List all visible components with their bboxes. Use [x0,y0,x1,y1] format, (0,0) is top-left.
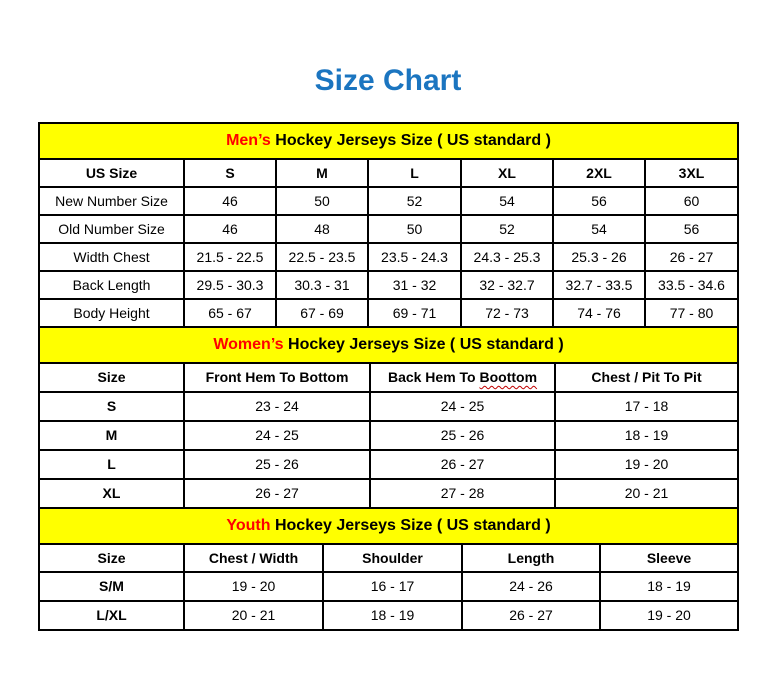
womens-title-accent: Women’s [213,335,284,353]
youth-header-row [39,544,738,572]
mens-table-title-row [39,123,738,159]
size-value: 56 [645,215,738,243]
womens-header-row [39,363,738,392]
table-row-body-height [39,299,738,327]
size-value: 24 - 25 [370,392,555,421]
mens-table-title [39,123,738,159]
table-row-new-number-size [39,187,738,215]
column-header-xl: XL [461,159,553,187]
mens-title-accent: Men’s [226,131,271,149]
row-label: M [39,421,184,450]
size-value: 18 - 19 [323,601,462,630]
womens-size-table [38,326,739,509]
size-value: 22.5 - 23.5 [276,243,368,271]
size-value: 18 - 19 [600,572,738,601]
size-value: 29.5 - 30.3 [184,271,276,299]
size-value: 20 - 21 [555,479,738,508]
back-hem-prefix: Back Hem To [387,369,480,385]
size-value: 24 - 25 [184,421,370,450]
row-label: XL [39,479,184,508]
mens-header-row [39,159,738,187]
size-value: 52 [461,215,553,243]
size-value: 69 - 71 [368,299,461,327]
size-value: 33.5 - 34.6 [645,271,738,299]
column-header-s: S [184,159,276,187]
table-row-old-number-size [39,215,738,243]
mens-title-rest: Hockey Jerseys Size ( US standard ) [270,131,551,149]
size-value: 26 - 27 [184,479,370,508]
size-value: 67 - 69 [276,299,368,327]
size-value: 54 [461,187,553,215]
column-header-shoulder: Shoulder [323,544,462,572]
size-value: 25 - 26 [184,450,370,479]
mens-size-table [38,122,739,328]
size-value: 74 - 76 [553,299,645,327]
size-value: 65 - 67 [184,299,276,327]
table-row-width-chest [39,243,738,271]
youth-table-title-row [39,508,738,544]
size-value: 24.3 - 25.3 [461,243,553,271]
row-label: S/M [39,572,184,601]
size-value: 52 [368,187,461,215]
row-label: Width Chest [39,243,184,271]
row-label: L/XL [39,601,184,630]
size-value: 30.3 - 31 [276,271,368,299]
row-label: L [39,450,184,479]
size-value: 24 - 26 [462,572,600,601]
size-value: 19 - 20 [600,601,738,630]
table-row-women-xl [39,479,738,508]
size-value: 16 - 17 [323,572,462,601]
column-header-length: Length [462,544,600,572]
youth-title-rest: Hockey Jerseys Size ( US standard ) [270,516,551,534]
size-value: 48 [276,215,368,243]
column-header-m: M [276,159,368,187]
size-value: 26 - 27 [370,450,555,479]
size-value: 77 - 80 [645,299,738,327]
column-header-3xl: 3XL [645,159,738,187]
size-value: 72 - 73 [461,299,553,327]
size-value: 54 [553,215,645,243]
size-value: 46 [184,187,276,215]
size-value: 26 - 27 [462,601,600,630]
size-value: 32.7 - 33.5 [553,271,645,299]
column-header-l: L [368,159,461,187]
table-row-back-length [39,271,738,299]
column-header-us-size: US Size [39,159,184,187]
column-header-size: Size [39,544,184,572]
table-row-youth-lxl [39,601,738,630]
table-row-women-m [39,421,738,450]
size-value: 26 - 27 [645,243,738,271]
size-value: 27 - 28 [370,479,555,508]
size-value: 20 - 21 [184,601,323,630]
womens-table-title [39,327,738,363]
womens-title-rest: Hockey Jerseys Size ( US standard ) [283,335,564,353]
size-value: 50 [368,215,461,243]
page-title: Size Chart [314,64,462,97]
row-label: Body Height [39,299,184,327]
size-value: 60 [645,187,738,215]
youth-title-accent: Youth [226,516,271,534]
size-value: 19 - 20 [184,572,323,601]
row-label: Back Length [39,271,184,299]
table-row-youth-sm [39,572,738,601]
column-header-sleeve: Sleeve [600,544,738,572]
column-header-2xl: 2XL [553,159,645,187]
size-value: 23.5 - 24.3 [368,243,461,271]
size-value: 56 [553,187,645,215]
back-hem-misspelled-word: Boottom [479,369,538,385]
size-value: 25 - 26 [370,421,555,450]
table-row-women-l [39,450,738,479]
size-value: 50 [276,187,368,215]
row-label: Old Number Size [39,215,184,243]
youth-table-title [39,508,738,544]
column-header-back-hem [370,363,555,392]
column-header-size: Size [39,363,184,392]
size-value: 19 - 20 [555,450,738,479]
size-value: 32 - 32.7 [461,271,553,299]
size-value: 18 - 19 [555,421,738,450]
size-tables-block [38,122,737,631]
womens-table-title-row [39,327,738,363]
size-value: 25.3 - 26 [553,243,645,271]
column-header-front-hem: Front Hem To Bottom [184,363,370,392]
row-label: New Number Size [39,187,184,215]
size-value: 23 - 24 [184,392,370,421]
column-header-chest-pit: Chest / Pit To Pit [555,363,738,392]
size-value: 31 - 32 [368,271,461,299]
youth-size-table [38,507,739,631]
row-label: S [39,392,184,421]
size-value: 17 - 18 [555,392,738,421]
size-value: 21.5 - 22.5 [184,243,276,271]
table-row-women-s [39,392,738,421]
column-header-chest-width: Chest / Width [184,544,323,572]
size-value: 46 [184,215,276,243]
